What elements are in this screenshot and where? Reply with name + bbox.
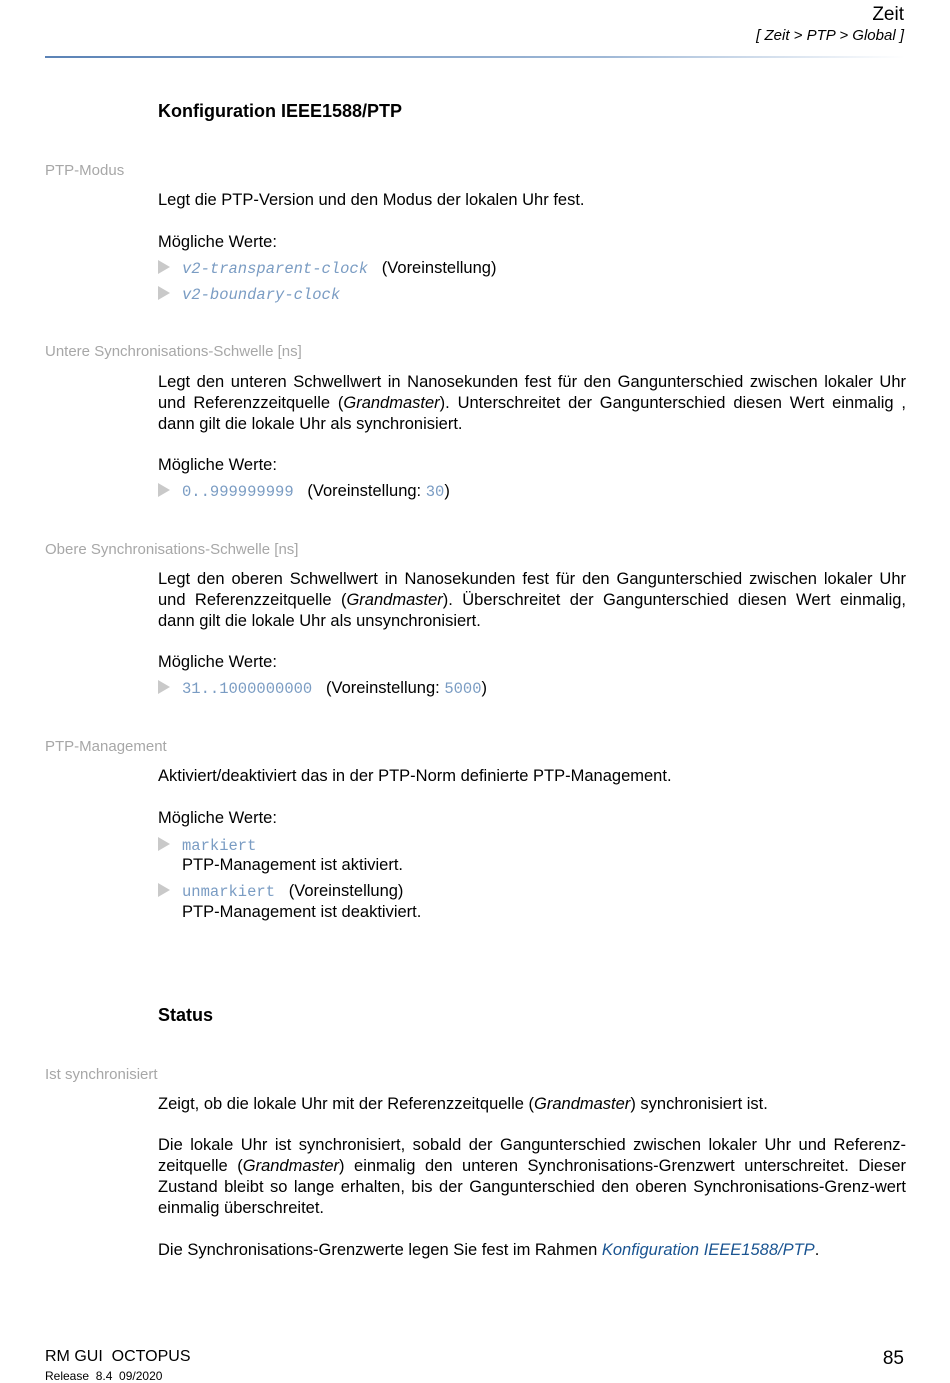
- value-note: (Voreinstellung): [381, 259, 497, 277]
- is-synced-description: Zeigt, ob die lokale Uhr mit der Referenzzeitquelle (Grandmaster) synchronisiert ist.: [158, 1095, 768, 1113]
- page-number: 85: [882, 1348, 904, 1369]
- upper-threshold-value: 31..1000000000 (Voreinstellung: 5000): [158, 678, 487, 700]
- section-title-config: Konfiguration IEEE1588/PTP: [158, 101, 403, 121]
- config-section-link[interactable]: Konfiguration IEEE1588/PTP: [601, 1241, 815, 1259]
- breadcrumb: [ Zeit > PTP > Global ]: [756, 27, 904, 44]
- default-value: 30: [425, 483, 445, 501]
- value-range: 0..999999999: [182, 483, 294, 501]
- footer-release: Release 8.4 09/2020: [45, 1369, 163, 1383]
- ptp-mode-description: Legt die PTP-Version und den Modus der lokalen Uhr fest.: [158, 191, 585, 209]
- is-synced-details: Die lokale Uhr ist synchronisiert, sobald der Gangunterschied zwischen lokaler Uhr und Referenz-zeitquelle (Grandmaster) einmalig den unteren Synchronisations-Grenzwert unterschreitet. Dieser Zustand bleibt so lange erhalten, bis der Gangunterschied den oberen Synchronisations-Grenz-wert einmalig überschreitet.: [158, 1136, 907, 1217]
- ptp-management-value-1: [158, 835, 256, 857]
- value-code: unmarkiert: [182, 883, 276, 901]
- value-code: markiert: [182, 837, 257, 855]
- param-label-ptp-mode: PTP-Modus: [45, 162, 125, 179]
- value-range: 31..1000000000: [182, 680, 313, 698]
- bullet-triangle-icon: [158, 286, 170, 300]
- param-label-ptp-management: PTP-Management: [45, 738, 167, 755]
- ptp-management-description: Aktiviert/deaktiviert das in der PTP-Norm definierte PTP-Management.: [158, 767, 672, 785]
- value-code: v2-transparent-clock: [182, 260, 369, 278]
- param-label-upper-threshold: Obere Synchronisations-Schwelle [ns]: [45, 541, 299, 558]
- param-label-is-synced: Ist synchronisiert: [45, 1066, 158, 1083]
- bullet-triangle-icon: [158, 837, 170, 851]
- default-value: 5000: [444, 680, 482, 698]
- ptp-management-value-2: unmarkiert (Voreinstellung): [158, 881, 403, 903]
- header-title: Zeit: [872, 4, 904, 25]
- ptp-mode-value-1: [158, 258, 496, 280]
- upper-threshold-values-heading: Mögliche Werte:: [158, 653, 277, 671]
- ptp-management-value-1-desc: PTP-Management ist aktiviert.: [182, 856, 403, 874]
- lower-threshold-values-heading: Mögliche Werte:: [158, 456, 277, 474]
- value-code: v2-boundary-clock: [182, 286, 341, 304]
- ptp-mode-value-2: [158, 284, 340, 306]
- is-synced-reference: Die Synchronisations-Grenzwerte legen Sie fest im Rahmen Konfiguration IEEE1588/PTP.: [158, 1241, 820, 1259]
- bullet-triangle-icon: [158, 883, 170, 897]
- bullet-triangle-icon: [158, 483, 170, 497]
- ptp-management-values-heading: Mögliche Werte:: [158, 809, 277, 827]
- lower-threshold-description: Legt den unteren Schwellwert in Nanosekunden fest für den Gangunterschied zwischen lokaler Uhr und Referenzzeitquelle (Grandmaster). Unterschreitet der Gangunterschied diesen Wert einmalig , dann gilt die lokale Uhr als synchronisiert.: [158, 373, 907, 433]
- header-divider: [45, 56, 905, 58]
- ptp-management-value-2-desc: PTP-Management ist deaktiviert.: [182, 903, 422, 921]
- lower-threshold-value: 0..999999999 (Voreinstellung: 30): [158, 481, 450, 503]
- bullet-triangle-icon: [158, 260, 170, 274]
- ptp-mode-values-heading: Mögliche Werte:: [158, 233, 277, 251]
- section-title-status: Status: [158, 1005, 214, 1025]
- param-label-lower-threshold: Untere Synchronisations-Schwelle [ns]: [45, 343, 302, 360]
- upper-threshold-description: Legt den oberen Schwellwert in Nanosekunden fest für den Gangunterschied zwischen lokaler Uhr und Referenzzeitquelle (Grandmaster). Überschreitet der Gangunterschied diesen Wert einmalig, dann gilt die lokale Uhr als unsynchronisiert.: [158, 570, 906, 630]
- bullet-triangle-icon: [158, 680, 170, 694]
- footer-document-name: RM GUI OCTOPUS: [45, 1348, 191, 1365]
